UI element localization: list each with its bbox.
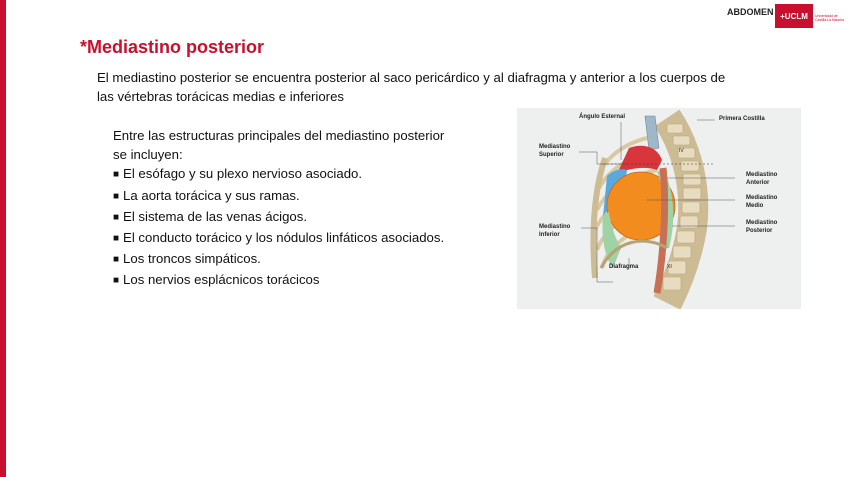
- label-mediastino-anterior-2: Anterior: [746, 180, 770, 186]
- label-mediastino-anterior: Mediastino: [746, 172, 778, 178]
- logo-text: +UCLM: [780, 11, 808, 21]
- mediastinum-illustration: [517, 108, 801, 309]
- label-mediastino-posterior: Mediastino: [746, 220, 778, 226]
- label-diafragma: Diafragma: [609, 264, 639, 270]
- uclm-logo: [775, 4, 813, 28]
- list-item: ■ Los troncos simpáticos.: [113, 249, 493, 270]
- label-vertebra-xi: XI: [667, 264, 672, 270]
- label-mediastino-medio: Mediastino: [746, 195, 778, 201]
- label-mediastino-inferior-2: Inferior: [539, 232, 560, 238]
- section-label: ABDOMEN: [727, 7, 774, 17]
- list-item: ■ El conducto torácico y los nódulos linfáticos asociados.: [113, 228, 493, 249]
- list-item: ■ La aorta torácica y sus ramas.: [113, 186, 493, 207]
- mediastinum-diagram: [517, 108, 801, 309]
- left-accent-bar: [0, 0, 6, 477]
- slide-title: *Mediastino posterior: [80, 37, 265, 57]
- label-mediastino-inferior: Mediastino: [539, 224, 571, 230]
- label-angulo-esternal: Ángulo Esternal: [579, 114, 626, 120]
- intro-paragraph: El mediastino posterior se encuentra posterior al saco pericárdico y al diafragma y anterior a los cuerpos de las vértebras torácicas medias e inferiores: [97, 70, 726, 104]
- label-mediastino-medio-2: Medio: [746, 203, 764, 209]
- label-primera-costilla: Primera Costilla: [719, 116, 765, 122]
- label-mediastino-posterior-2: Posterior: [746, 228, 773, 234]
- trachea: [645, 116, 659, 150]
- label-mediastino-superior: Mediastino: [539, 144, 571, 150]
- list-heading-line1: Entre las estructuras principales del mediastino posterior: [113, 128, 445, 143]
- list-item: ■ Los nervios esplácnicos torácicos: [113, 270, 493, 291]
- list-heading-line2: se incluyen:: [113, 147, 183, 163]
- logo-subtext: Universidad de Castilla-La Mancha: [815, 14, 845, 22]
- label-mediastino-superior-2: Superior: [539, 152, 564, 158]
- label-vertebra-iv: IV: [679, 148, 684, 154]
- list-item: ■ El esófago y su plexo nervioso asociado.: [113, 164, 493, 185]
- structures-list-block: [113, 126, 493, 292]
- structures-list: [113, 164, 493, 291]
- list-item: ■ El sistema de las venas ácigos.: [113, 207, 493, 228]
